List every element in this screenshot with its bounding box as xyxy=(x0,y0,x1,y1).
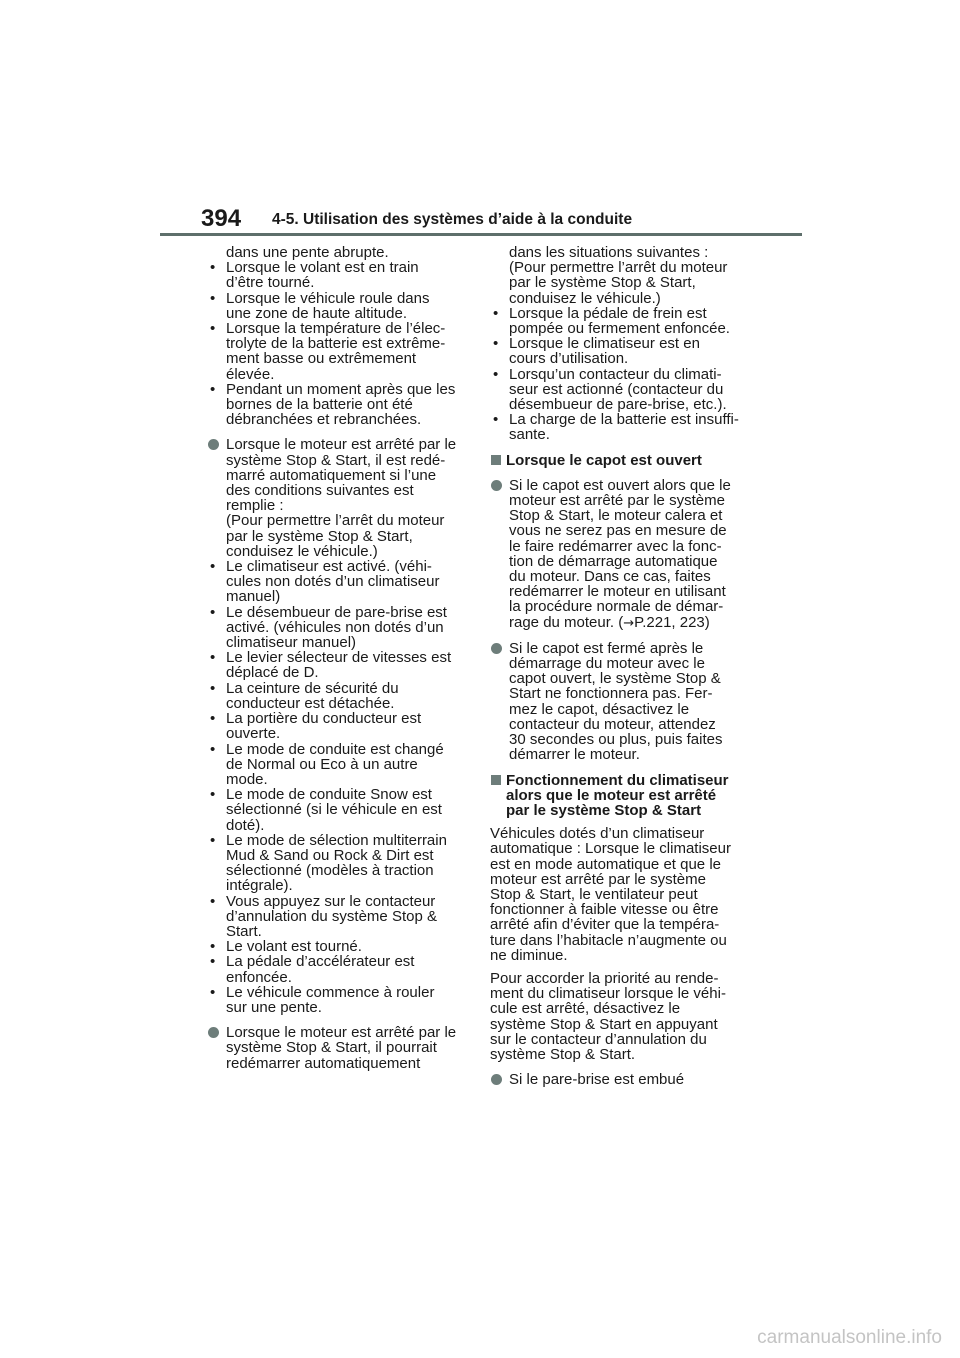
arrow-right-icon: → xyxy=(623,615,635,631)
square-bullet-icon xyxy=(491,775,501,785)
square-bullet-icon xyxy=(491,455,501,465)
list-item: • La portière du conducteur est ouverte. xyxy=(207,711,470,741)
list-item: • La ceinture de sécurité du conducteur est détachée. xyxy=(207,681,470,711)
list-item: • Le véhicule commence à rouler sur une pente. xyxy=(207,985,470,1015)
note-item xyxy=(490,641,755,763)
section-title: 4-5. Utilisation des systèmes d’aide à la conduite xyxy=(272,211,633,228)
subsection-heading xyxy=(490,773,755,819)
list-item: • Le volant est tourné. xyxy=(207,939,470,954)
note-text: Lorsque le moteur est arrêté par le système Stop & Start, il est redé- marré automatiquement si l’une des conditions suivantes est remplie : (Pour permettre l’arrêt du moteur par le système Stop & Start, conduisez le véhicule.) xyxy=(226,436,457,560)
list-item: • Le mode de sélection multiterrain Mud & Sand ou Rock & Dirt est sélectionné (modèles à traction intégrale). xyxy=(207,833,470,894)
page-number: 394 xyxy=(201,205,242,232)
heading-text: Fonctionnement du climatiseur alors que le moteur est arrêté par le système Stop & Start xyxy=(506,771,729,819)
list-item: • Lorsque la pédale de frein est pompée ou fermement enfoncée. xyxy=(490,306,755,336)
list-item: • Le désembueur de pare-brise est activé. (véhicules non dotés d’un climatiseur manuel) xyxy=(207,605,470,651)
continued-text: dans les situations suivantes : (Pour permettre l’arrêt du moteur par le système Stop & Start, conduisez le véhicule.) xyxy=(509,244,728,307)
list-item: • La pédale d’accélérateur est enfoncée. xyxy=(207,954,470,984)
circle-bullet-icon xyxy=(208,1027,219,1038)
list-item: • Le levier sélecteur de vitesses est déplacé de D. xyxy=(207,650,470,680)
note-item xyxy=(207,1025,470,1071)
circle-bullet-icon xyxy=(491,643,502,654)
circle-bullet-icon xyxy=(491,1074,502,1085)
right-column xyxy=(490,245,755,1087)
note-text xyxy=(509,478,755,631)
heading-text: Lorsque le capot est ouvert xyxy=(506,451,702,469)
body-paragraph: Pour accorder la priorité au rende- ment du climatiseur lorsque le véhi- cule est arrêté, désactivez le système Stop & Start en appuyant sur le contacteur d’annulation du système Stop & Start. xyxy=(490,969,726,1063)
list-item: • Vous appuyez sur le contacteur d’annulation du système Stop & Start. xyxy=(207,894,470,940)
list-item: • Le mode de conduite Snow est sélectionné (si le véhicule en est doté). xyxy=(207,787,470,833)
page-reference-link[interactable]: P.221, 223) xyxy=(634,613,710,631)
watermark: carmanualsonline.info xyxy=(757,1327,942,1348)
list-item: • Pendant un moment après que les bornes de la batterie ont été débranchées et rebranchées. xyxy=(207,382,470,428)
body-paragraph: Véhicules dotés d’un climatiseur automatique : Lorsque le climatiseur est en mode automatique et que le moteur est arrêté par le système Stop & Start, le ventilateur peut fonctionner à faible vitesse ou être arrêté afin d’éviter que la tempéra- ture dans l’habitacle n’augmente ou ne diminue. xyxy=(490,825,731,964)
list-item: • Le mode de conduite est changé de Normal ou Eco à un autre mode. xyxy=(207,742,470,788)
circle-bullet-icon xyxy=(208,439,219,450)
note-text: Si le pare-brise est embué xyxy=(509,1071,685,1089)
list-item: • Lorsqu’un contacteur du climati- seur est actionné (contacteur du désembueur de pare-brise, etc.). xyxy=(490,367,755,413)
list-item: • Le climatiseur est activé. (véhi- cules non dotés d’un climatiseur manuel) xyxy=(207,559,470,605)
note-item xyxy=(207,437,470,559)
circle-bullet-icon xyxy=(491,480,502,491)
list-item: • Lorsque le volant est en train d’être tourné. xyxy=(207,260,470,290)
left-column xyxy=(207,245,470,1071)
note-item xyxy=(490,1072,755,1087)
continued-text: dans une pente abrupte. xyxy=(226,244,389,261)
list-item: • Lorsque la température de l’élec- trolyte de la batterie est extrême- ment basse ou extrêmement élevée. xyxy=(207,321,470,382)
note-body: Si le capot est ouvert alors que le moteur est arrêté par le système Stop & Start, le moteur calera et vous ne serez pas en mesure de le faire redémarrer avec la fonc- tion de démarrage automatique du moteur. Dans ce cas, faites redémarrer le moteur en utilisant la procédure normale de démar- rage du moteur. ( xyxy=(509,476,731,631)
list-item: • La charge de la batterie est insuffi- sante. xyxy=(490,412,755,442)
note-item xyxy=(490,478,755,631)
note-text: Si le capot est fermé après le démarrage du moteur avec le capot ouvert, le système Stop & Start ne fonctionnera pas. Fer- mez le capot, désactivez le contacteur du moteur, attendez 30 secondes ou plus, puis faites démarrer le moteur. xyxy=(509,639,723,764)
header-divider xyxy=(160,233,802,236)
list-item: • Lorsque le climatiseur est en cours d’utilisation. xyxy=(490,336,755,366)
list-item: • Lorsque le véhicule roule dans une zone de haute altitude. xyxy=(207,291,470,321)
subsection-heading xyxy=(490,453,755,468)
note-text: Lorsque le moteur est arrêté par le système Stop & Start, il pourrait redémarrer automatiquement xyxy=(226,1024,457,1072)
